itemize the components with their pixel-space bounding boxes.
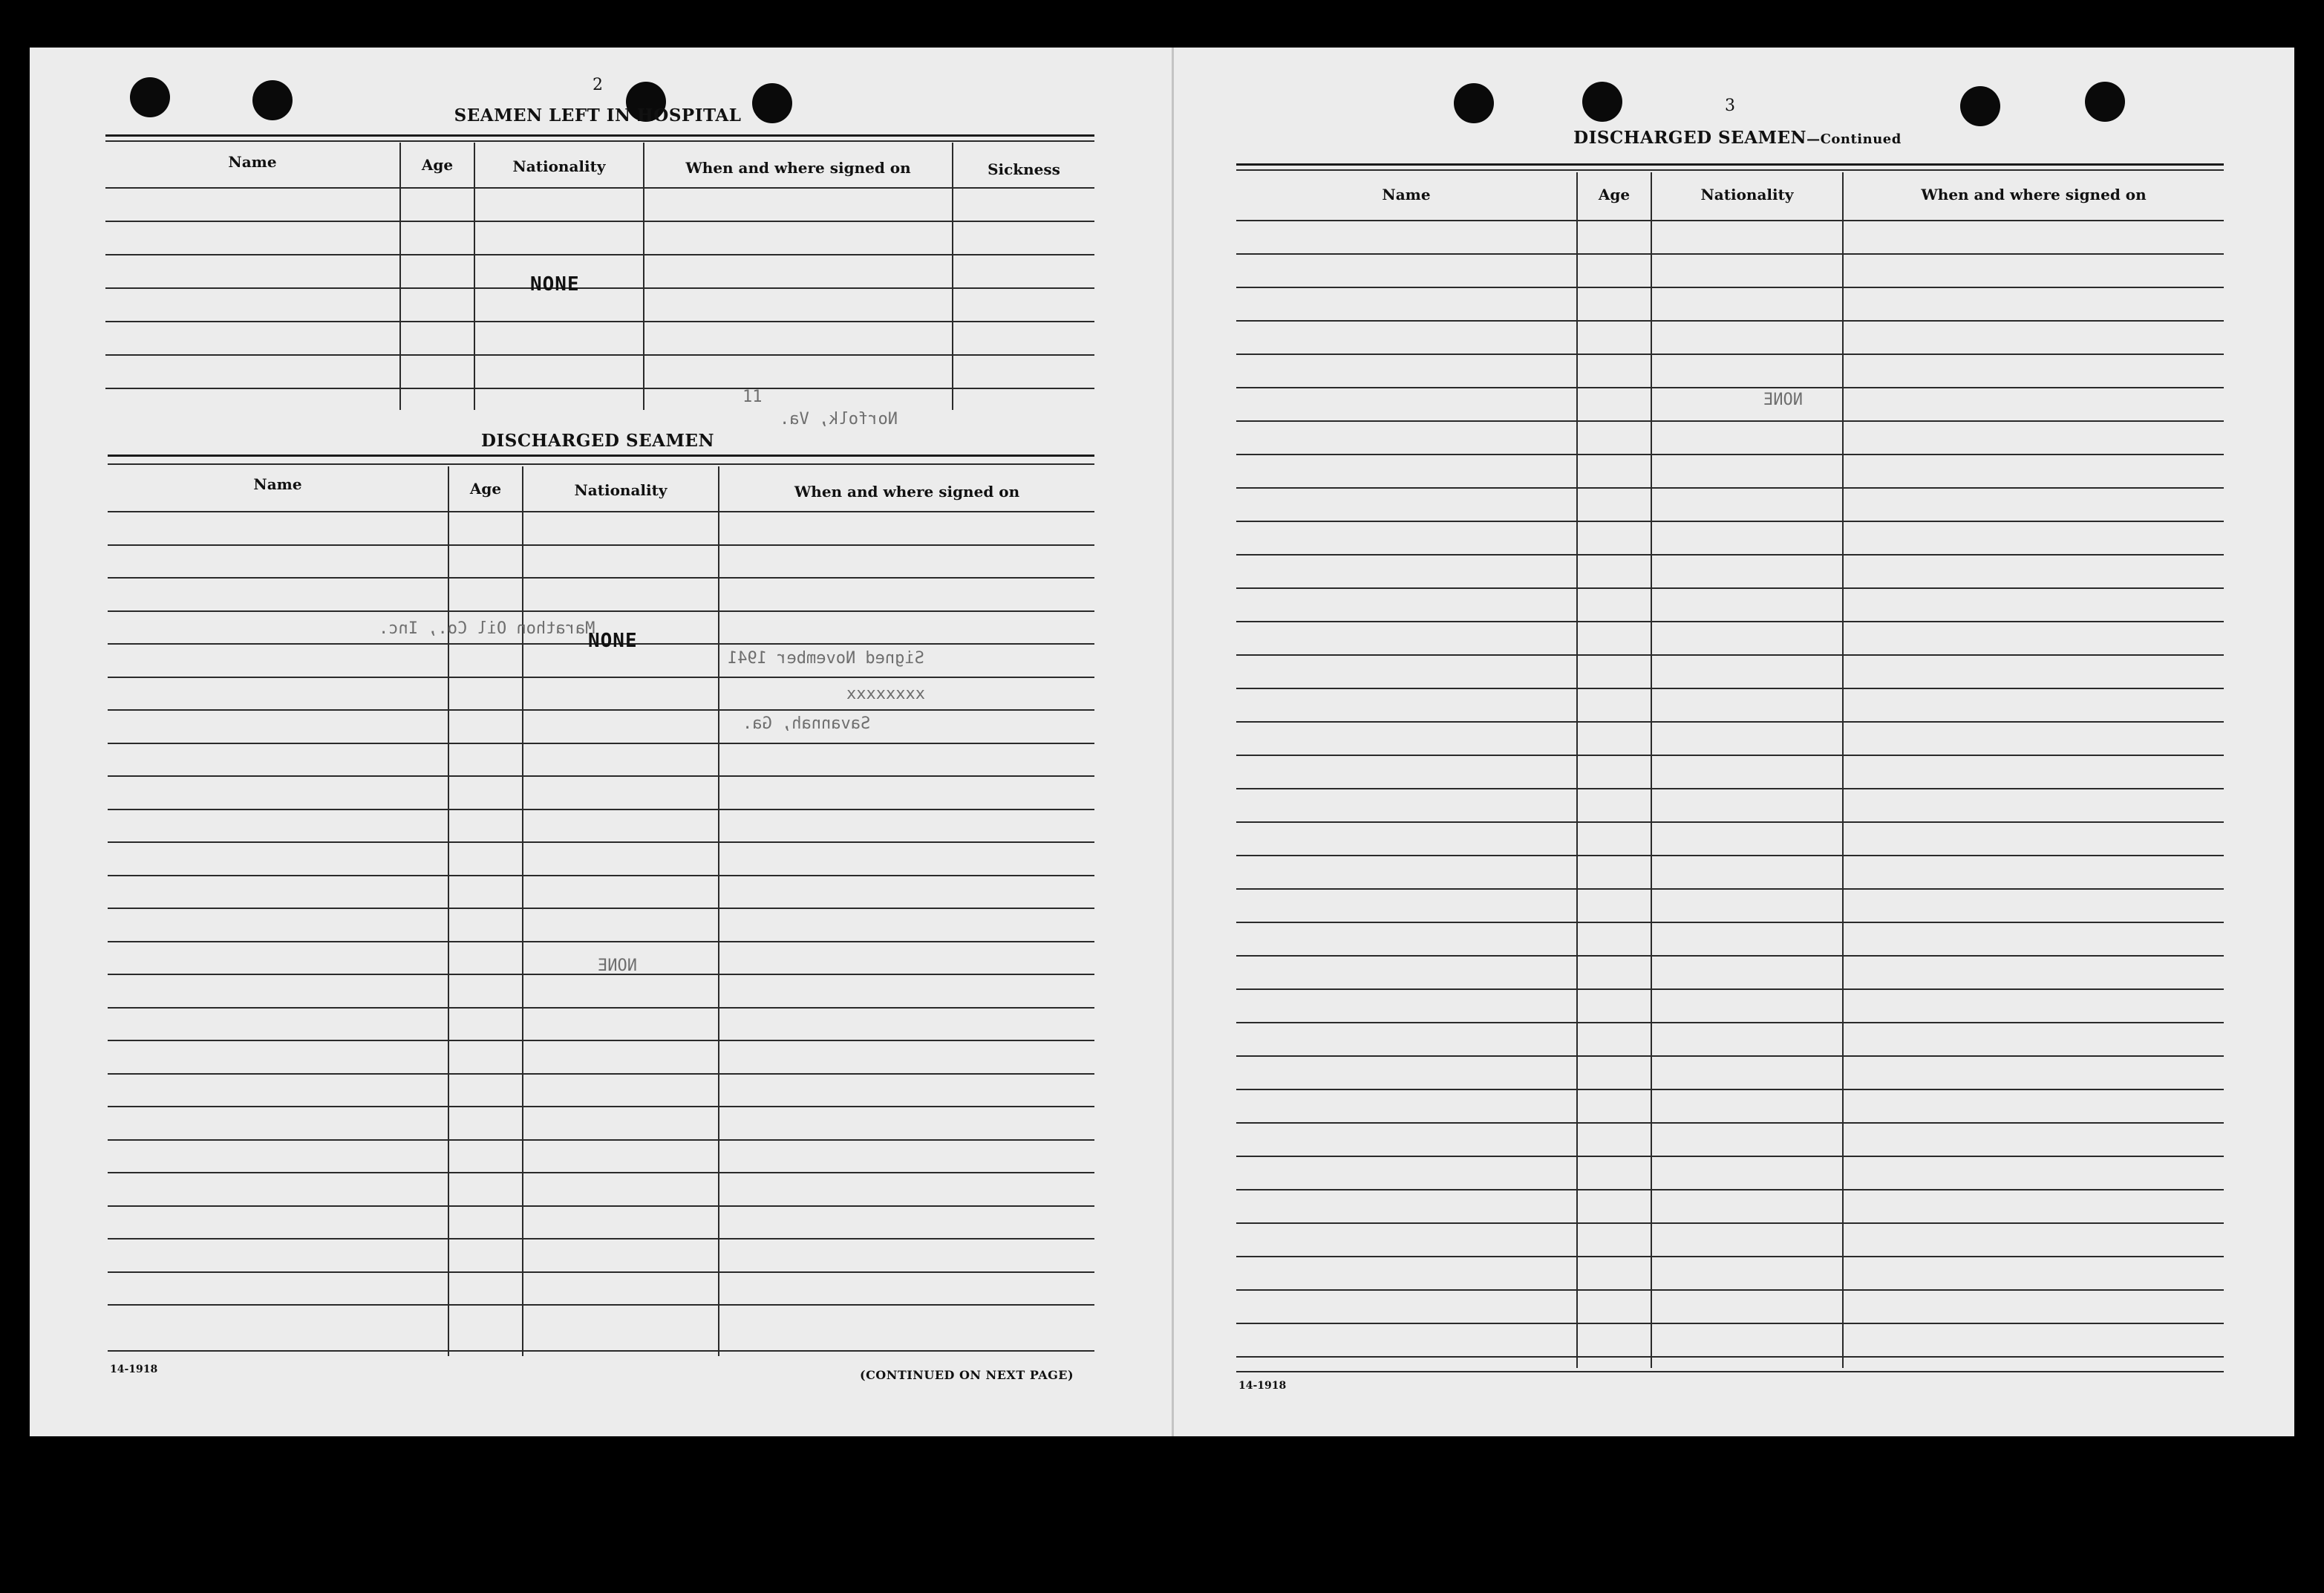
- continued-note: (CONTINUED ON NEXT PAGE): [860, 1368, 1074, 1382]
- discharged-row-rule: [108, 1172, 1094, 1173]
- discharged-column-rule: [718, 466, 719, 1356]
- discharged-row-rule: [108, 544, 1094, 546]
- page-fold: [1172, 48, 1174, 1436]
- discharged-row-rule: [108, 875, 1094, 876]
- right-row-rule: [1236, 487, 2224, 489]
- hospital-row-rule: [105, 254, 1094, 255]
- hospital-col-nationality: Nationality: [512, 157, 606, 175]
- discharged-row-rule: [108, 908, 1094, 909]
- right-row-rule: [1236, 922, 2224, 923]
- discharged-row-rule: [108, 743, 1094, 744]
- bleed-through-text: NONE: [598, 957, 637, 975]
- hospital-row-rule: [105, 354, 1094, 356]
- discharged-row-rule: [108, 577, 1094, 579]
- document-sheet: [30, 48, 2294, 1436]
- discharged-col-age: Age: [469, 480, 502, 498]
- hospital-col-age: Age: [421, 156, 454, 174]
- right-row-rule: [1236, 821, 2224, 823]
- discharged-column-rule: [522, 466, 523, 1356]
- right-row-rule: [1236, 1189, 2224, 1190]
- hospital-row-rule: [105, 187, 1094, 189]
- discharged-row-rule: [108, 1304, 1094, 1306]
- discharged-row-rule: [108, 677, 1094, 678]
- bleed-through-text: NONE: [1763, 391, 1803, 409]
- right-column-rule: [1576, 172, 1578, 1368]
- discharged-column-rule: [448, 466, 449, 1356]
- right-col-when-where: When and where signed on: [1921, 186, 2147, 203]
- right-row-rule: [1236, 888, 2224, 890]
- right-row-rule: [1236, 1122, 2224, 1124]
- bleed-through-text: Savannah, Ga.: [742, 714, 871, 733]
- right-col-name: Name: [1382, 186, 1431, 203]
- right-row-rule: [1236, 988, 2224, 990]
- hospital-column-rule: [399, 143, 401, 410]
- hospital-col-name: Name: [228, 153, 277, 171]
- hospital-row-rule: [105, 287, 1094, 289]
- right-row-rule: [1236, 1371, 2224, 1372]
- discharged-row-rule: [108, 841, 1094, 843]
- punch-hole: [1960, 86, 2000, 126]
- bleed-through-text: Signed November 1941: [728, 649, 924, 668]
- left-page-number: 2: [593, 76, 603, 94]
- hospital-table-top-rule: [105, 134, 1094, 137]
- discharged-row-rule: [108, 775, 1094, 777]
- right-row-rule: [1236, 554, 2224, 556]
- right-row-rule: [1236, 220, 2224, 221]
- hospital-entry-none: NONE: [530, 273, 580, 296]
- hospital-col-sickness: Sickness: [988, 160, 1060, 178]
- bleed-through-text: 11: [742, 388, 763, 406]
- discharged-row-rule: [108, 1139, 1094, 1141]
- discharged-table-top-rule: [108, 455, 1094, 457]
- punch-hole: [2085, 82, 2125, 122]
- right-row-rule: [1236, 1055, 2224, 1057]
- right-row-rule: [1236, 1089, 2224, 1090]
- discharged-section-title: DISCHARGED SEAMEN: [481, 431, 714, 451]
- right-title-main: DISCHARGED SEAMEN: [1573, 128, 1807, 148]
- right-form-number: 14-1918: [1238, 1380, 1287, 1392]
- discharged-row-rule: [108, 1073, 1094, 1075]
- discharged-col-nationality: Nationality: [574, 481, 668, 499]
- bleed-through-text: xxxxxxxx: [846, 685, 925, 703]
- right-page-number: 3: [1725, 97, 1735, 115]
- right-table-top-rule: [1236, 163, 2224, 166]
- right-column-rule: [1842, 172, 1844, 1368]
- right-row-rule: [1236, 287, 2224, 288]
- right-row-rule: [1236, 654, 2224, 656]
- right-row-rule: [1236, 454, 2224, 455]
- right-row-rule: [1236, 721, 2224, 723]
- right-row-rule: [1236, 1156, 2224, 1157]
- right-col-age: Age: [1598, 186, 1631, 203]
- hospital-column-rule: [952, 143, 953, 410]
- discharged-row-rule: [108, 1350, 1094, 1352]
- hospital-column-rule: [474, 143, 475, 410]
- right-row-rule: [1236, 253, 2224, 255]
- discharged-row-rule: [108, 1238, 1094, 1239]
- discharged-entry-none: NONE: [588, 630, 638, 652]
- right-row-rule: [1236, 621, 2224, 622]
- hospital-row-rule: [105, 388, 1094, 389]
- punch-hole: [252, 80, 293, 120]
- left-form-number: 14-1918: [110, 1364, 158, 1375]
- right-row-rule: [1236, 755, 2224, 756]
- discharged-row-rule: [108, 709, 1094, 711]
- discharged-row-rule: [108, 511, 1094, 512]
- discharged-row-rule: [108, 610, 1094, 612]
- hospital-row-rule: [105, 221, 1094, 222]
- right-row-rule: [1236, 1256, 2224, 1257]
- right-row-rule: [1236, 1289, 2224, 1291]
- right-row-rule: [1236, 1323, 2224, 1324]
- right-row-rule: [1236, 420, 2224, 422]
- right-row-rule: [1236, 521, 2224, 522]
- right-column-rule: [1651, 172, 1652, 1368]
- punch-hole: [1454, 83, 1494, 123]
- hospital-section-title: SEAMEN LEFT IN HOSPITAL: [454, 105, 742, 126]
- right-row-rule: [1236, 688, 2224, 689]
- discharged-col-name: Name: [253, 475, 302, 493]
- hospital-column-rule: [643, 143, 644, 410]
- discharged-col-when-where: When and where signed on: [794, 483, 1020, 501]
- right-title-suffix: —Continued: [1806, 131, 1902, 147]
- right-row-rule: [1236, 354, 2224, 355]
- hospital-col-when-where: When and where signed on: [685, 159, 911, 177]
- hospital-row-rule: [105, 321, 1094, 322]
- discharged-row-rule: [108, 941, 1094, 942]
- discharged-row-rule: [108, 809, 1094, 810]
- right-row-rule: [1236, 955, 2224, 957]
- discharged-row-rule: [108, 1106, 1094, 1107]
- right-row-rule: [1236, 320, 2224, 322]
- discharged-row-rule: [108, 1271, 1094, 1273]
- right-row-rule: [1236, 1356, 2224, 1358]
- right-row-rule: [1236, 1022, 2224, 1023]
- punch-hole: [130, 77, 170, 117]
- right-page-title: [1507, 128, 1968, 148]
- right-row-rule: [1236, 788, 2224, 789]
- right-row-rule: [1236, 387, 2224, 388]
- bleed-through-text: Marathon Oil Co., Inc.: [379, 619, 595, 638]
- bleed-through-text: Norfolk, Va.: [780, 410, 898, 429]
- discharged-row-rule: [108, 1007, 1094, 1009]
- right-row-rule: [1236, 1222, 2224, 1224]
- right-row-rule: [1236, 587, 2224, 589]
- discharged-row-rule: [108, 1205, 1094, 1207]
- discharged-row-rule: [108, 1040, 1094, 1041]
- right-row-rule: [1236, 855, 2224, 856]
- punch-hole: [1582, 82, 1622, 122]
- right-col-nationality: Nationality: [1700, 186, 1794, 203]
